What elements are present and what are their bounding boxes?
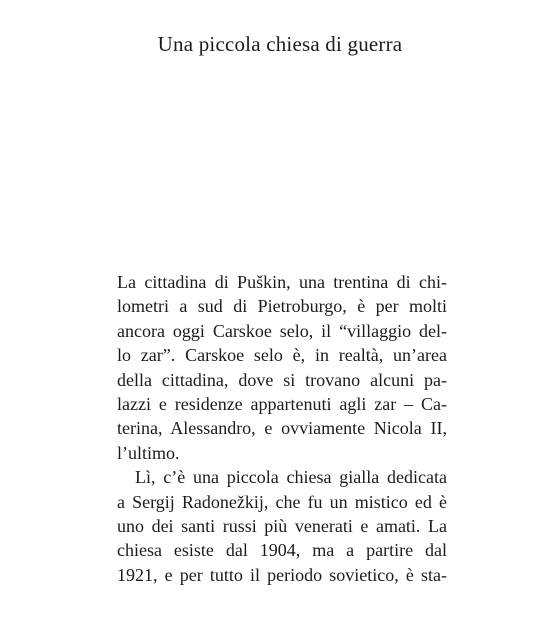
text-line: lo zar”. Carskoe selo è, in realtà, un’area	[117, 345, 447, 366]
text-line: uno dei santi russi più venerati e amati. La	[117, 516, 447, 537]
text-line: La cittadina di Puškin, una trentina di chi-	[117, 272, 447, 292]
text-line: l’ultimo.	[117, 442, 180, 463]
text-line: Lì, c’è una piccola chiesa gialla dedicata	[135, 467, 447, 488]
text-line: terina, Alessandro, e ovviamente Nicola II,	[117, 418, 447, 439]
paragraph-2	[117, 465, 447, 587]
text-line: 1921, e per tutto il periodo sovietico, è sta-	[117, 564, 447, 585]
text-line: lometri a sud di Pietroburgo, è per molti	[117, 296, 447, 317]
paragraph-1	[117, 270, 447, 465]
text-line: a Sergij Radonežkij, che fu un mistico ed è	[117, 491, 447, 512]
text-line: lazzi e residenze appartenuti agli zar – Ca-	[117, 394, 447, 415]
text-line: della cittadina, dove si trovano alcuni pa-	[117, 369, 447, 390]
body-text	[117, 270, 447, 587]
chapter-title: Una piccola chiesa di guerra	[157, 32, 403, 56]
text-line: ancora oggi Carskoe selo, il “villaggio del-	[117, 320, 447, 341]
text-line: chiesa esiste dal 1904, ma a partire dal	[117, 540, 447, 561]
